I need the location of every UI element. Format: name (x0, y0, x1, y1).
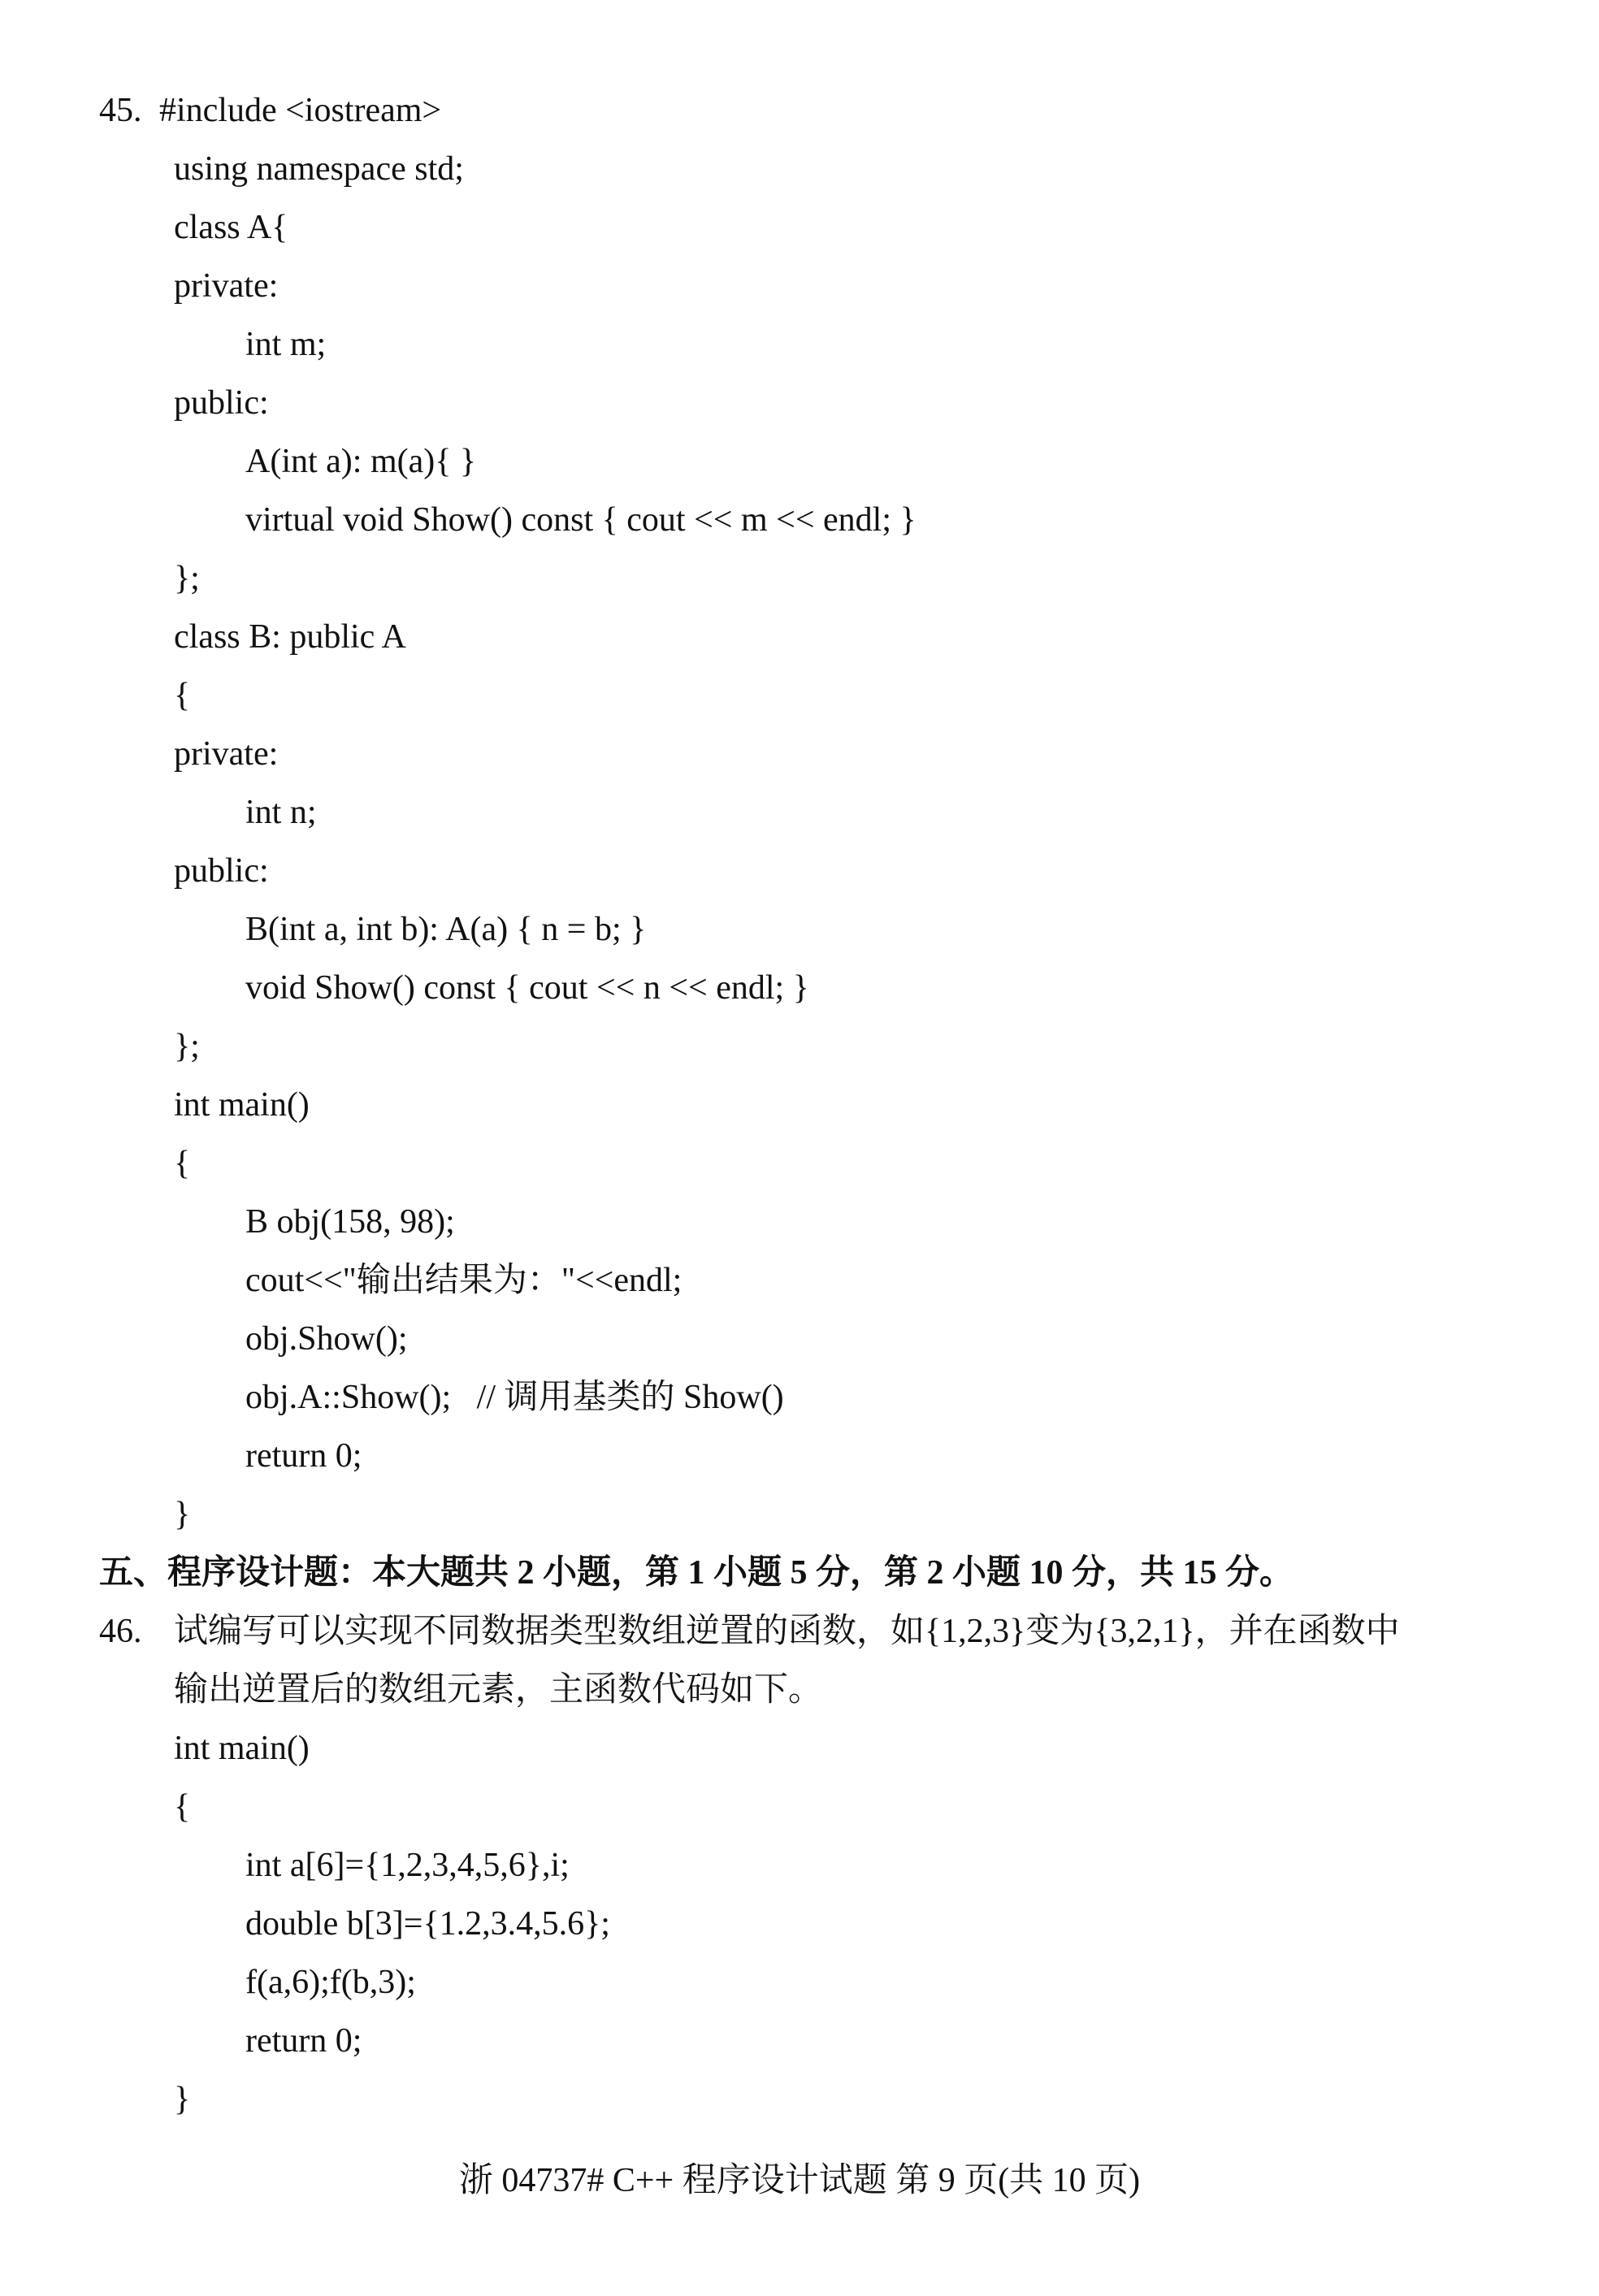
q46-number: 46. (99, 1613, 142, 1650)
code-line: obj.Show(); (245, 1320, 408, 1358)
q46-text-line: 试编写可以实现不同数据类型数组逆置的函数，如{1,2,3}变为{3,2,1}，并在函数中 (174, 1613, 1400, 1650)
code-line: void Show() const { cout << n << endl; } (245, 969, 809, 1007)
code-line: cout<<"输出结果为："<<endl; (245, 1262, 682, 1299)
code-line: }; (174, 1028, 200, 1065)
code-line: int m; (245, 326, 327, 363)
code-line: }; (174, 560, 200, 597)
code-line: A(int a): m(a){ } (245, 443, 477, 480)
code-line: int a[6]={1,2,3,4,5,6},i; (245, 1847, 570, 1884)
code-line: private: (174, 735, 279, 773)
code-line: class A{ (174, 209, 288, 246)
code-line: } (174, 2081, 191, 2118)
code-line: #include <iostream> (159, 92, 442, 129)
code-line: int main() (174, 1086, 310, 1124)
page-footer: 浙 04737# C++ 程序设计试题 第 9 页(共 10 页) (458, 2162, 1141, 2199)
code-line: double b[3]={1.2,3.4,5.6}; (245, 1905, 610, 1943)
code-line: f(a,6);f(b,3); (245, 1964, 416, 2001)
code-line: public: (174, 852, 269, 890)
code-line: private: (174, 267, 279, 305)
code-line: obj.A::Show(); // 调用基类的 Show() (245, 1379, 784, 1416)
code-line: B obj(158, 98); (245, 1203, 455, 1241)
section-heading: 五、程序设计题：本大题共 2 小题，第 1 小题 5 分，第 2 小题 10 分，共 15 分。 (99, 1554, 1294, 1592)
code-line: class B: public A (174, 618, 406, 656)
code-line: } (174, 1496, 191, 1533)
code-line: { (174, 1788, 191, 1826)
code-line: using namespace std; (174, 150, 464, 188)
code-line: public: (174, 384, 269, 422)
code-line: int n; (245, 794, 317, 831)
code-line: virtual void Show() const { cout << m << endl; } (245, 501, 916, 539)
code-line: { (174, 1145, 191, 1182)
code-line: return 0; (245, 1437, 362, 1475)
q46-text-line: 输出逆置后的数组元素，主函数代码如下。 (174, 1671, 823, 1709)
code-line: return 0; (245, 2022, 362, 2060)
code-line: B(int a, int b): A(a) { n = b; } (245, 911, 647, 948)
code-line: { (174, 677, 191, 714)
q45-number: 45. (99, 92, 142, 129)
code-line: int main() (174, 1730, 310, 1767)
